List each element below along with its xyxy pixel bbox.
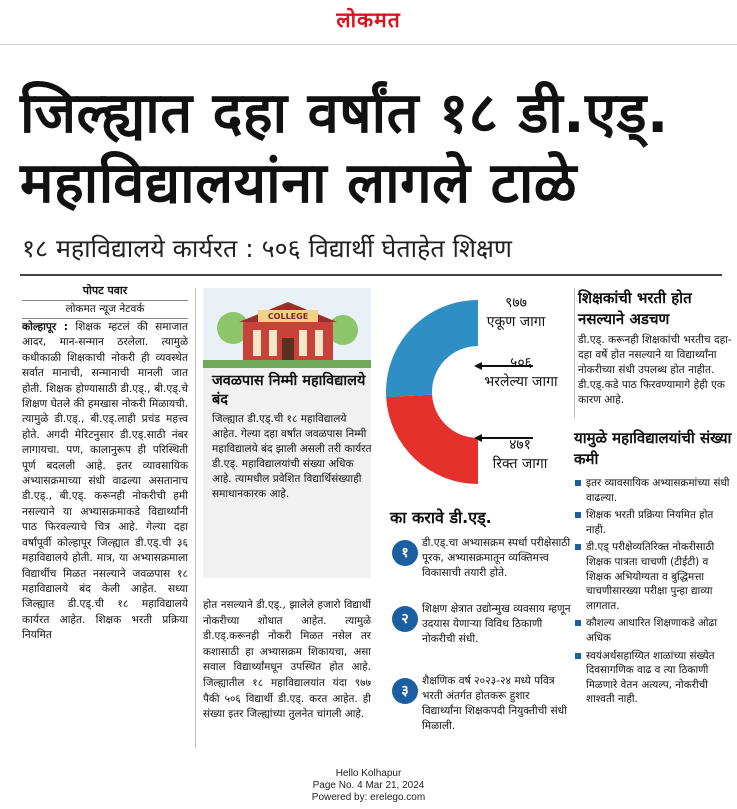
list-item: स्वयंअर्थसहाय्यित शाळांच्या संख्येत दिवसागणिक वाढ व त्या ठिकाणी मिळणारे वेतन अत्यल्प, नोकरीची शाश्वती नाही. bbox=[574, 649, 734, 707]
divider bbox=[20, 274, 722, 276]
vacant-seats-slice bbox=[386, 395, 478, 484]
total-seats-label: एकूण जागा bbox=[486, 314, 546, 330]
headline-line-1: जिल्ह्यात दहा वर्षांत १८ डी.एड्. bbox=[20, 81, 669, 146]
college-sign: COLLEGE bbox=[267, 312, 309, 321]
infobox-title: जवळपास निम्मी महाविद्यालये बंद bbox=[212, 373, 366, 408]
filled-seats bbox=[476, 354, 566, 392]
article-column-1 bbox=[22, 320, 188, 750]
right-box1-body: डी.एड्. करूनही शिक्षकांची भरतीच दहा-दहा वर्षे होत नसल्याने या विद्यार्थ्यांना नोकरीच्या संधी उपलब्ध होत नाहीत. डी.एड्.कडे पाठ फिरवण्यामागे हेही एक कारण आहे. bbox=[578, 334, 732, 406]
article-column-2: होत नसल्याने डी.एड्., झालेले हजारो विद्यार्थी नोकरीच्या शोधात आहेत. त्यामुळे डी.एड्.करूनही नोकरी मिळत नसेल तर कशासाठी हा अभ्यासक्रम शिकायचा, असा सवाल विद्यार्थ्यांमधून उपस्थित होत आहे. जिल्ह्यातील १८ महाविद्यालयांत यंदा ९७७ पैकी ५०६ विद्यार्थी डी.एड्. करत आहेत. ही संख्या इतर जिल्ह्यांच्या तुलनेत चांगली आहे. bbox=[203, 599, 371, 721]
infobox-body: जिल्ह्यात डी.एड्.ची १८ महाविद्यालये आहेत. गेल्या दहा वर्षांत जवळपास निम्मी महाविद्यालये बंद झाली असली तरी कार्यरत डी.एड्. महाविद्यालयांची संख्या अधिक आहे. त्यामधील प्रवेशित विद्यार्थिसंख्याही समाधानकारक आहे. bbox=[212, 413, 372, 500]
byline-agency: लोकमत न्यूज नेटवर्क bbox=[22, 302, 188, 319]
bullet-square-icon bbox=[575, 480, 581, 486]
why-number-3: ३ bbox=[392, 678, 418, 704]
filled-seats-slice bbox=[386, 300, 478, 397]
total-seats bbox=[470, 294, 562, 332]
list-item: इतर व्यावसायिक अभ्यासक्रमांच्या संधी वाढल्या. bbox=[574, 476, 734, 505]
footer-line-3: Powered by: erelego.com bbox=[311, 792, 426, 803]
vacant-seats-label: रिक्त जागा bbox=[492, 456, 548, 472]
bullet-square-icon bbox=[575, 544, 581, 550]
college-illustration bbox=[203, 288, 371, 368]
list-item: शिक्षक भरती प्रक्रिया नियमित होत नाही. bbox=[574, 508, 734, 537]
vacant-seats bbox=[470, 436, 570, 474]
filled-seats-value: ५०६ bbox=[510, 355, 532, 371]
why-item-3: शैक्षणिक वर्ष २०२३-२४ मध्ये पवित्र भरती अंतर्गत होतकरू हुशार विद्यार्थ्यांना शिक्षकपदी नियुक्तीची संधी मिळाली. bbox=[422, 675, 567, 732]
right-box1-title: शिक्षकांची भरती होत नसल्याने अडचण bbox=[578, 289, 692, 328]
column-divider bbox=[195, 288, 196, 748]
byline-author: पोपट पवार bbox=[22, 283, 188, 301]
right-column-divider bbox=[574, 288, 575, 418]
right-box2-title: यामुळे महाविद्यालयांची संख्या कमी bbox=[574, 429, 732, 468]
why-item-2: शिक्षण क्षेत्रात उद्योन्मुख व्यवसाय म्हणून उदयास येणाऱ्या विविध ठिकाणी नोकरीची संधी. bbox=[422, 603, 571, 645]
bullet-square-icon bbox=[575, 512, 581, 518]
footer-line-2: Page No. 4 Mar 21, 2024 bbox=[312, 780, 425, 791]
headline-line-2: महाविद्यालयांना लागले टाळे bbox=[20, 151, 577, 216]
footer bbox=[0, 768, 737, 804]
bullet-square-icon bbox=[575, 653, 581, 659]
brand-logo: लोकमत bbox=[336, 8, 401, 32]
subheadline: १८ महाविद्यालये कार्यरत : ५०६ विद्यार्थी घेताहेत शिक्षण bbox=[22, 234, 513, 263]
why-item-1: डी.एड्.चा अभ्यासक्रम स्पर्धा परीक्षेसाठी पूरक, अभ्यासक्रमातून व्यक्तिमत्त्व विकासाची तयारी होते. bbox=[422, 537, 571, 579]
total-seats-value: ९७७ bbox=[505, 295, 527, 311]
filled-seats-label: भरलेल्या जागा bbox=[484, 374, 558, 390]
why-number-1: १ bbox=[392, 540, 418, 566]
why-number-2: २ bbox=[392, 606, 418, 632]
reasons-list bbox=[574, 476, 734, 710]
dateline: कोल्हापूर : bbox=[22, 321, 69, 333]
list-item: डी.एड् परीक्षेव्यतिरिक्त नोकरीसाठी शिक्षक पात्रता चाचणी (टीईटी) व शिक्षक अभियोग्यता व बुद्धिमत्ता चाचणीसारख्या परीक्षा पुन्हा द्याव्या लागतात. bbox=[574, 540, 734, 613]
list-item: कौशल्य आधारित शिक्षणाकडे ओढा अधिक bbox=[574, 616, 734, 645]
why-title: का करावे डी.एड्. bbox=[390, 508, 492, 527]
college-building-icon bbox=[203, 288, 371, 368]
bullet-square-icon bbox=[575, 620, 581, 626]
footer-line-1: Hello Kolhapur bbox=[335, 768, 402, 779]
article-text-1: शिक्षक म्हटलं की समाजात आदर, मान-सन्मान ठरलेला. त्यामुळे कधीकाळी शिक्षकाची नोकरी ही व्यवस्थेत सर्वात मानाची, सन्मानाची मानली जात होती. शिक्षक होण्यासाठी डी.एड्., बी.एड्.चे शिक्षण घेतले की हमखास नोकरी मिळायची. त्यामुळे डी.एड्., बी.एड्.लाही प्रचंड महत्त्व होते. अगदी मेरिटनुसार डी.एड्.साठी नंबर लागायचा. पण, कालानुरूप ही परिस्थिती पूर्ण बदलली आहे. इतर व्यावसायिक अभ्यासक्रमाच्या संधी वाढल्या असतानाच डी.एड्., बी.एड्. करूनही नोकरीची हमी नसल्याने या अभ्यासक्रमाकडे विद्यार्थ्यांनी पाठ फिरवल्याचे चित्र आहे. गेल्या दहा वर्षांपूर्वी कोल्हापूर जिल्ह्यात डी.एड्.ची ३६ महाविद्यालये होती. मात्र, या अभ्यासक्रमाला विद्यार्थीच मिळत नसल्याने जवळपास १८ महाविद्यालये बंद केली आहेत. सध्या जिल्ह्यात डी.एड्.ची १८ महाविद्यालये कार्यरत आहेत. शिक्षक भरती प्रक्रिया नियमित bbox=[22, 321, 188, 642]
vacant-seats-value: ४७१ bbox=[509, 437, 531, 453]
